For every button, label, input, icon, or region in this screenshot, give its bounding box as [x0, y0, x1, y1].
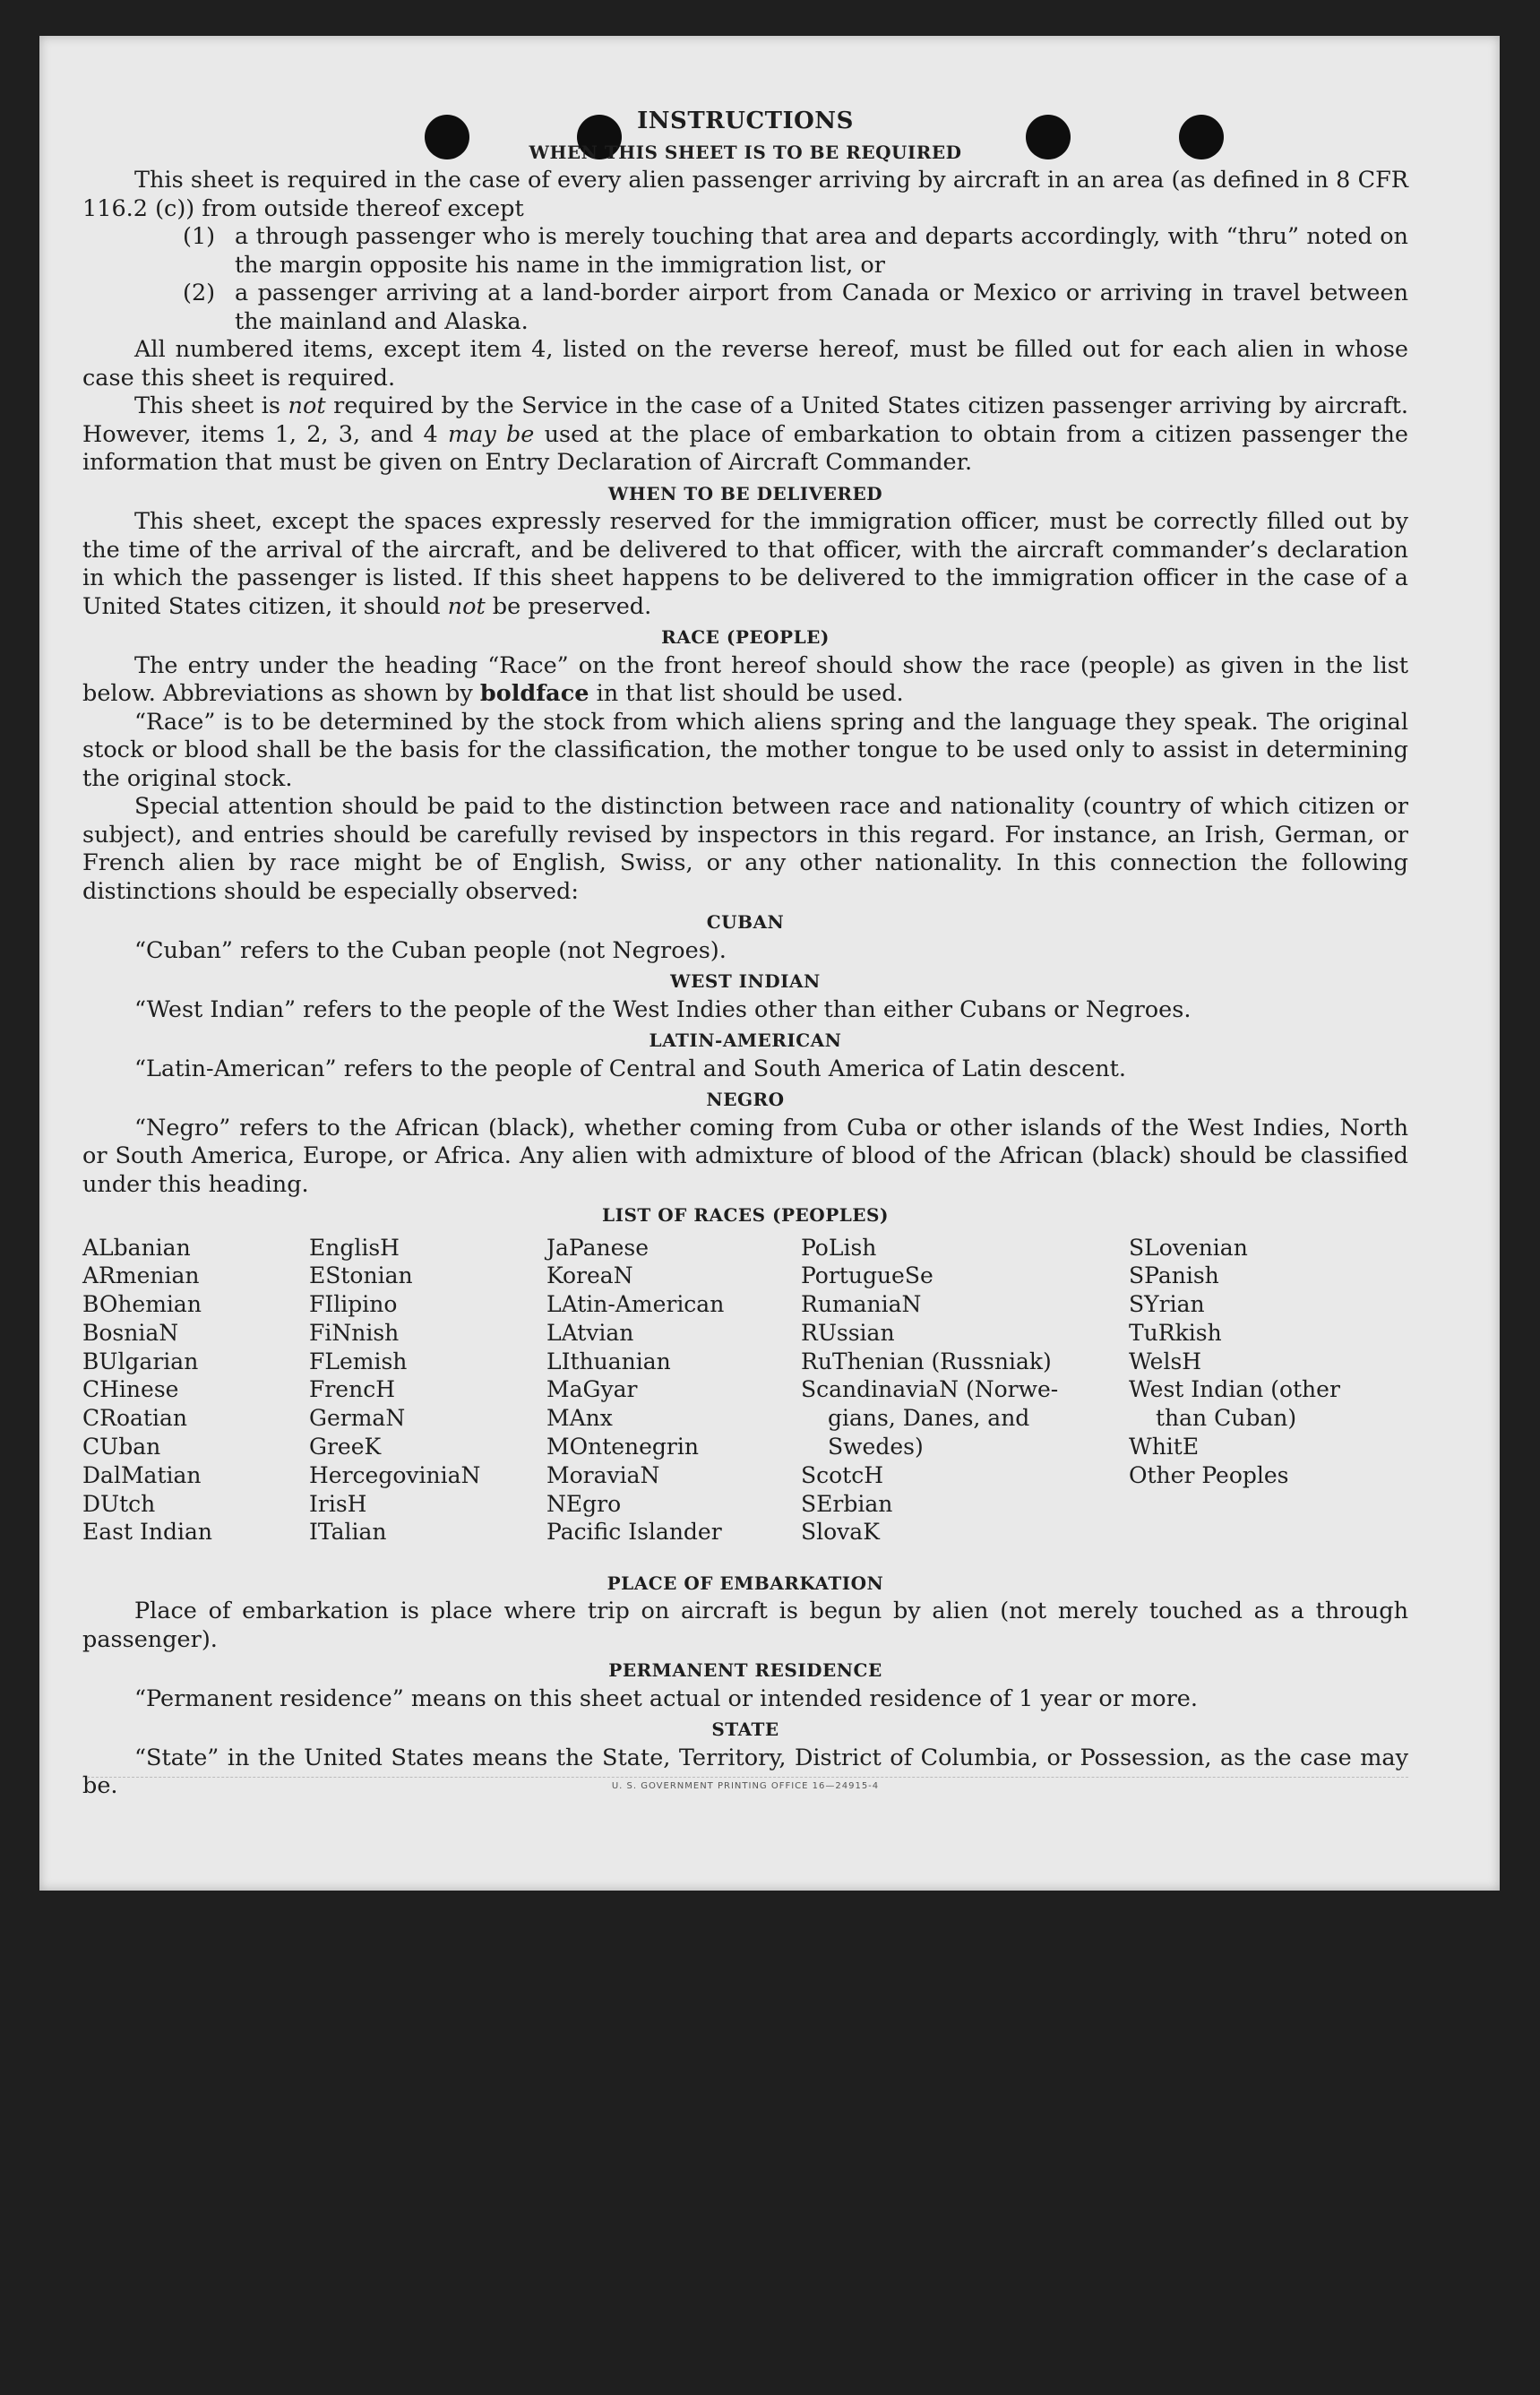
paragraph: “State” in the United States means the State, Territory, District of Columbia, or Possession, as the case may be. — [82, 1744, 1408, 1799]
race-entry: TuRkish — [1129, 1319, 1222, 1346]
race-entry: SErbian — [801, 1490, 893, 1517]
race-entry: PortugueSe — [801, 1262, 933, 1289]
race-entry: SPanish — [1129, 1262, 1219, 1289]
race-entry: gians, Danes, and — [828, 1405, 1030, 1432]
instructions-content — [82, 108, 1408, 1801]
race-entry: GermaN — [309, 1405, 406, 1432]
race-entry: ARmenian — [82, 1262, 200, 1289]
heading-place-of-embarkation: PLACE OF EMBARKATION — [607, 1572, 884, 1594]
race-entry: CRoatian — [82, 1405, 187, 1432]
race-column — [309, 1234, 480, 1547]
paragraph: “Race” is to be determined by the stock from which aliens spring and the language they speak. The original stock or blood shall be the basis for the classification, the mother tongue to be used only to assist in determining the original stock. — [82, 708, 1408, 792]
race-entry: RuThenian (Russniak) — [801, 1348, 1052, 1374]
paragraph: The entry under the heading “Race” on the front hereof should show the race (people) as given in the list below. Abbreviations as shown by boldface in that list should be used. — [82, 651, 1408, 707]
race-entry: WhitE — [1129, 1434, 1200, 1460]
race-entry: BOhemian — [82, 1291, 202, 1318]
race-entry: MaGyar — [546, 1376, 638, 1403]
race-column — [546, 1234, 724, 1547]
race-entry: FIlipino — [309, 1291, 398, 1318]
race-column — [82, 1234, 212, 1547]
race-entry: Other Peoples — [1129, 1461, 1289, 1488]
race-entry: West Indian (other — [1129, 1376, 1340, 1403]
paragraph: Special attention should be paid to the distinction between race and nationality (country of which citizen or subject), and entries should be carefully revised by inspectors in this regard. For instance, an Irish, German, or French alien by race might be of English, Swiss, or any other nationality. In this connection the following distinctions should be especially observed: — [82, 793, 1408, 905]
race-entry: NEgro — [546, 1490, 622, 1517]
race-entry: East Indian — [82, 1519, 212, 1546]
race-entry: FiNnish — [309, 1319, 400, 1346]
race-entry: KoreaN — [546, 1262, 633, 1289]
race-entry: PoLish — [801, 1234, 877, 1261]
race-entry: WelsH — [1129, 1348, 1202, 1374]
heading-list-of-races: LIST OF RACES (PEOPLES) — [602, 1204, 889, 1226]
race-entry: than Cuban) — [1156, 1405, 1297, 1432]
paragraph: This sheet is required in the case of every alien passenger arriving by aircraft in an area (as defined in 8 CFR 116.2 (c)) from outside thereof except — [82, 167, 1408, 222]
heading-west-indian: WEST INDIAN — [670, 970, 821, 992]
race-entry: ScotcH — [801, 1461, 884, 1488]
race-entry: MAnx — [546, 1405, 613, 1432]
race-entry: BUlgarian — [82, 1348, 199, 1374]
race-entry: JaPanese — [546, 1234, 650, 1261]
race-entry: EnglisH — [309, 1234, 400, 1261]
paragraph: All numbered items, except item 4, listed on the reverse hereof, must be filled out for each alien in whose case this sheet is required. — [82, 336, 1408, 392]
paragraph: “Cuban” refers to the Cuban people (not Negroes). — [134, 936, 727, 964]
heading-race: RACE (PEOPLE) — [661, 626, 830, 648]
race-entry: DUtch — [82, 1490, 156, 1517]
paragraph: “Permanent residence” means on this sheet actual or intended residence of 1 year or more. — [134, 1684, 1198, 1712]
paragraph: This sheet, except the spaces expressly reserved for the immigration officer, must be correctly filled out by the time of the arrival of the aircraft, and be delivered to that officer, with the aircraft commander’s declaration in which the passenger is listed. If this sheet happens to be delivered to the immigration officer in the case of a United States citizen, it should not be preserved. — [82, 508, 1408, 620]
heading-cuban: CUBAN — [706, 911, 785, 933]
race-entry: BosniaN — [82, 1319, 179, 1346]
race-entry: LAtin-American — [546, 1291, 725, 1318]
paragraph: “Negro” refers to the African (black), whether coming from Cuba or other islands of the West Indies, North or South America, Europe, or Africa. Any alien with admixture of blood of the African (black) should be classified under this heading. — [82, 1114, 1408, 1198]
numbered-item — [183, 280, 1408, 336]
heading-state: STATE — [711, 1719, 779, 1740]
paragraph: “Latin-American” refers to the people of Central and South America of Latin descent. — [134, 1055, 1127, 1082]
paragraph: “West Indian” refers to the people of the West Indies other than either Cubans or Negroes. — [134, 995, 1192, 1023]
item-number: (2) — [183, 280, 216, 306]
heading-latin-american: LATIN-AMERICAN — [649, 1030, 842, 1051]
item-number: (1) — [183, 223, 216, 250]
heading-when-required: WHEN THIS SHEET IS TO BE REQUIRED — [529, 141, 962, 163]
race-entry: FLemish — [309, 1348, 408, 1374]
item-text: a through passenger who is merely touching that area and departs accordingly, with “thru” noted on the margin opposite his name in the immigration list, or — [235, 223, 1408, 279]
race-entry: LAtvian — [546, 1319, 634, 1346]
printer-footer: U. S. GOVERNMENT PRINTING OFFICE 16—24915-4 — [82, 1777, 1408, 1791]
item-text: a passenger arriving at a land-border airport from Canada or Mexico or arriving in travel between the mainland and Alaska. — [235, 280, 1408, 335]
race-entry: ScandinaviaN (Norwe- — [801, 1376, 1059, 1403]
race-entry: SLovenian — [1129, 1234, 1248, 1261]
race-entry: ALbanian — [82, 1234, 191, 1261]
race-entry: SlovaK — [801, 1519, 880, 1546]
race-entry: RumaniaN — [801, 1291, 922, 1318]
page-title: INSTRUCTIONS — [637, 108, 854, 134]
race-entry: CUban — [82, 1434, 161, 1460]
race-entry: MoraviaN — [546, 1461, 660, 1488]
race-column — [1129, 1234, 1340, 1490]
race-column — [801, 1234, 1058, 1547]
race-entry: Pacific Islander — [546, 1519, 722, 1546]
race-entry: LIthuanian — [546, 1348, 671, 1374]
paragraph: This sheet is not required by the Service in the case of a United States citizen passenger arriving by aircraft. However, items 1, 2, 3, and 4 may be used at the place of embarkation to obtain from a citizen passenger the information that must be given on Entry Declaration of Aircraft Commander. — [82, 392, 1408, 476]
heading-permanent-residence: PERMANENT RESIDENCE — [608, 1659, 882, 1681]
heading-negro: NEGRO — [706, 1089, 785, 1110]
race-entry: CHinese — [82, 1376, 179, 1403]
numbered-item — [183, 223, 1408, 280]
race-list — [82, 1234, 1408, 1567]
race-entry: MOntenegrin — [546, 1434, 699, 1460]
heading-when-delivered: WHEN TO BE DELIVERED — [607, 482, 883, 504]
race-entry: ITalian — [309, 1519, 387, 1546]
race-entry: Swedes) — [828, 1434, 924, 1460]
race-entry: DalMatian — [82, 1461, 202, 1488]
race-entry: HercegoviniaN — [309, 1461, 481, 1488]
paragraph: Place of embarkation is place where trip on aircraft is begun by alien (not merely touched as a through passenger). — [82, 1598, 1408, 1653]
race-entry: SYrian — [1129, 1291, 1205, 1318]
race-entry: IrisH — [309, 1490, 367, 1517]
race-entry: EStonian — [309, 1262, 413, 1289]
race-entry: FrencH — [309, 1376, 395, 1403]
race-entry: GreeK — [309, 1434, 382, 1460]
race-entry: RUssian — [801, 1319, 895, 1346]
